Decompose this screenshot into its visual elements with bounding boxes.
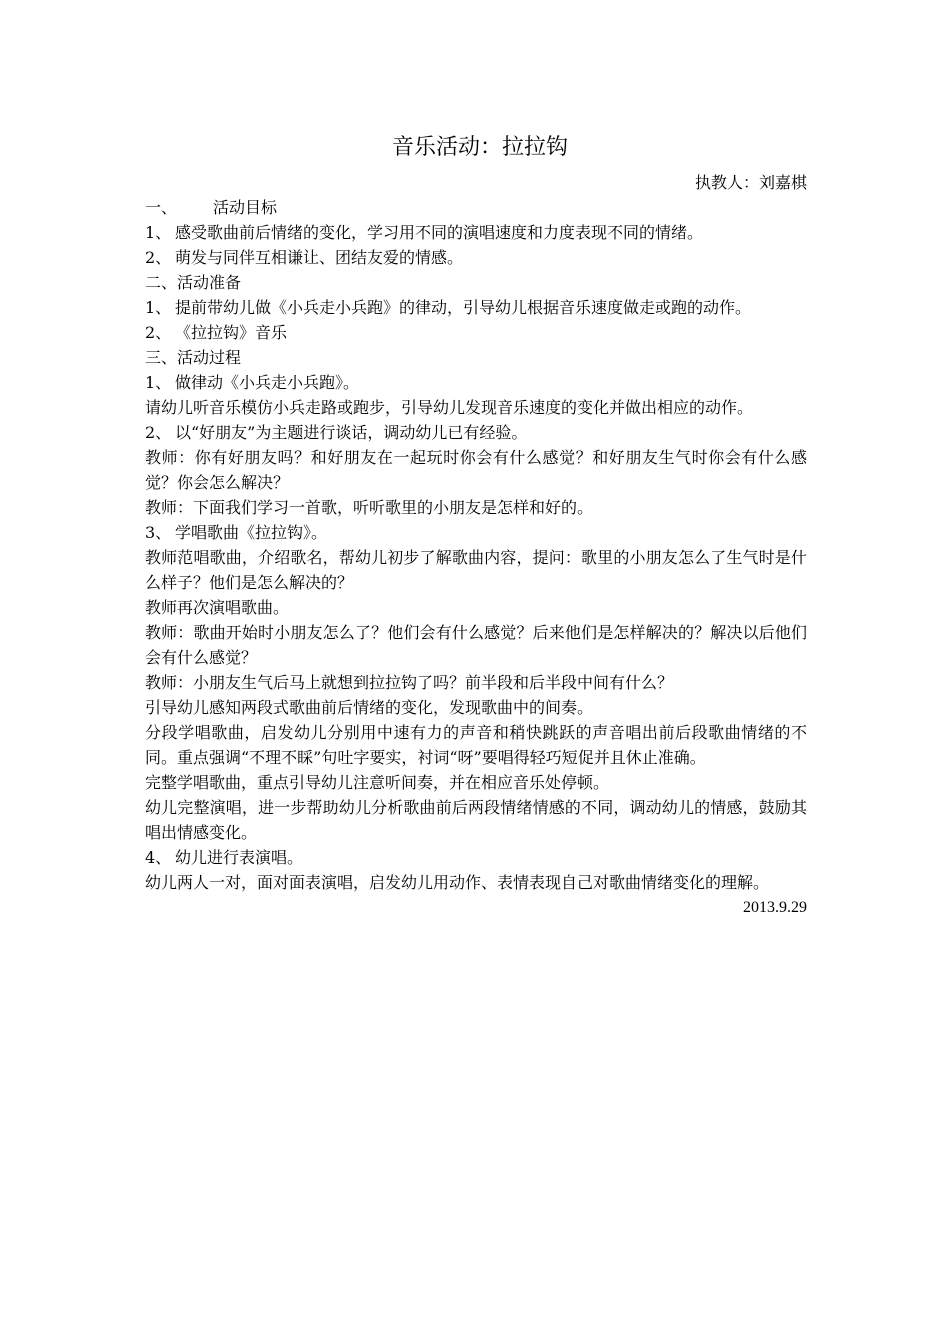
section-heading-process: 三、活动过程 [145, 348, 242, 367]
step-text: 做律动《小兵走小兵跑》。 [175, 373, 360, 392]
step-text: 幼儿进行表演唱。 [175, 848, 304, 867]
step-number: 2、 [145, 423, 172, 442]
author-line: 执教人：刘嘉棋 [694, 173, 807, 192]
paragraph: 引导幼儿感知两段式歌曲前后情绪的变化，发现歌曲中的间奏。 [145, 698, 594, 717]
item-text: 提前带幼儿做《小兵走小兵跑》的律动，引导幼儿根据音乐速度做走或跑的动作。 [175, 298, 752, 317]
paragraph: 教师范唱歌曲，介绍歌名，帮幼儿初步了解歌曲内容，提问：歌里的小朋友怎么了生气时是什么样子？他们是怎么解决的？ [145, 548, 807, 592]
step-number: 4、 [145, 848, 172, 867]
item-number: 1、 [145, 223, 172, 242]
step-text: 学唱歌曲《拉拉钩》。 [175, 523, 328, 542]
document-date: 2013.9.29 [743, 899, 807, 916]
list-item [145, 295, 807, 320]
item-text: 《拉拉钩》音乐 [175, 323, 288, 342]
section-heading-preparation: 二、活动准备 [145, 273, 242, 292]
paragraph: 完整学唱歌曲，重点引导幼儿注意听间奏，并在相应音乐处停顿。 [145, 773, 610, 792]
step-number: 3、 [145, 523, 172, 542]
paragraph: 教师：你有好朋友吗？和好朋友在一起玩时你会有什么感觉？和好朋友生气时你会有什么感觉？你会怎么解决？ [145, 448, 807, 492]
document-page [145, 130, 807, 920]
step-heading [145, 420, 807, 445]
paragraph: 教师：歌曲开始时小朋友怎么了？他们会有什么感觉？后来他们是怎样解决的？解决以后他们会有什么感觉？ [145, 623, 807, 667]
paragraph: 教师再次演唱歌曲。 [145, 598, 290, 617]
list-item [145, 320, 807, 345]
list-item [145, 220, 807, 245]
document-title: 音乐活动：拉拉钩 [391, 135, 568, 160]
step-text: 以“好朋友”为主题进行谈话，调动幼儿已有经验。 [175, 423, 528, 442]
step-heading [145, 520, 807, 545]
paragraph: 分段学唱歌曲，启发幼儿分别用中速有力的声音和稍快跳跃的声音唱出前后段歌曲情绪的不同。重点强调“不理不睬”句吐字要实，衬词“呀”要唱得轻巧短促并且休止准确。 [145, 723, 807, 767]
step-number: 1、 [145, 373, 172, 392]
step-heading [145, 370, 807, 395]
item-text: 萌发与同伴互相谦让、团结友爱的情感。 [175, 248, 464, 267]
section-title: 活动目标 [213, 198, 278, 217]
item-number: 2、 [145, 323, 172, 342]
section-heading-goals [145, 195, 807, 220]
paragraph: 幼儿完整演唱，进一步帮助幼儿分析歌曲前后两段情绪情感的不同，调动幼儿的情感，鼓励其唱出情感变化。 [145, 798, 807, 842]
list-item [145, 245, 807, 270]
paragraph: 幼儿两人一对，面对面表演唱，启发幼儿用动作、表情表现自己对歌曲情绪变化的理解。 [145, 873, 770, 892]
section-number: 一、 [145, 198, 178, 217]
paragraph: 教师：小朋友生气后马上就想到拉拉钩了吗？前半段和后半段中间有什么？ [145, 673, 674, 692]
step-heading [145, 845, 807, 870]
item-text: 感受歌曲前后情绪的变化，学习用不同的演唱速度和力度表现不同的情绪。 [175, 223, 704, 242]
paragraph: 请幼儿听音乐模仿小兵走路或跑步，引导幼儿发现音乐速度的变化并做出相应的动作。 [145, 398, 754, 417]
item-number: 1、 [145, 298, 172, 317]
paragraph: 教师：下面我们学习一首歌，听听歌里的小朋友是怎样和好的。 [145, 498, 594, 517]
item-number: 2、 [145, 248, 172, 267]
